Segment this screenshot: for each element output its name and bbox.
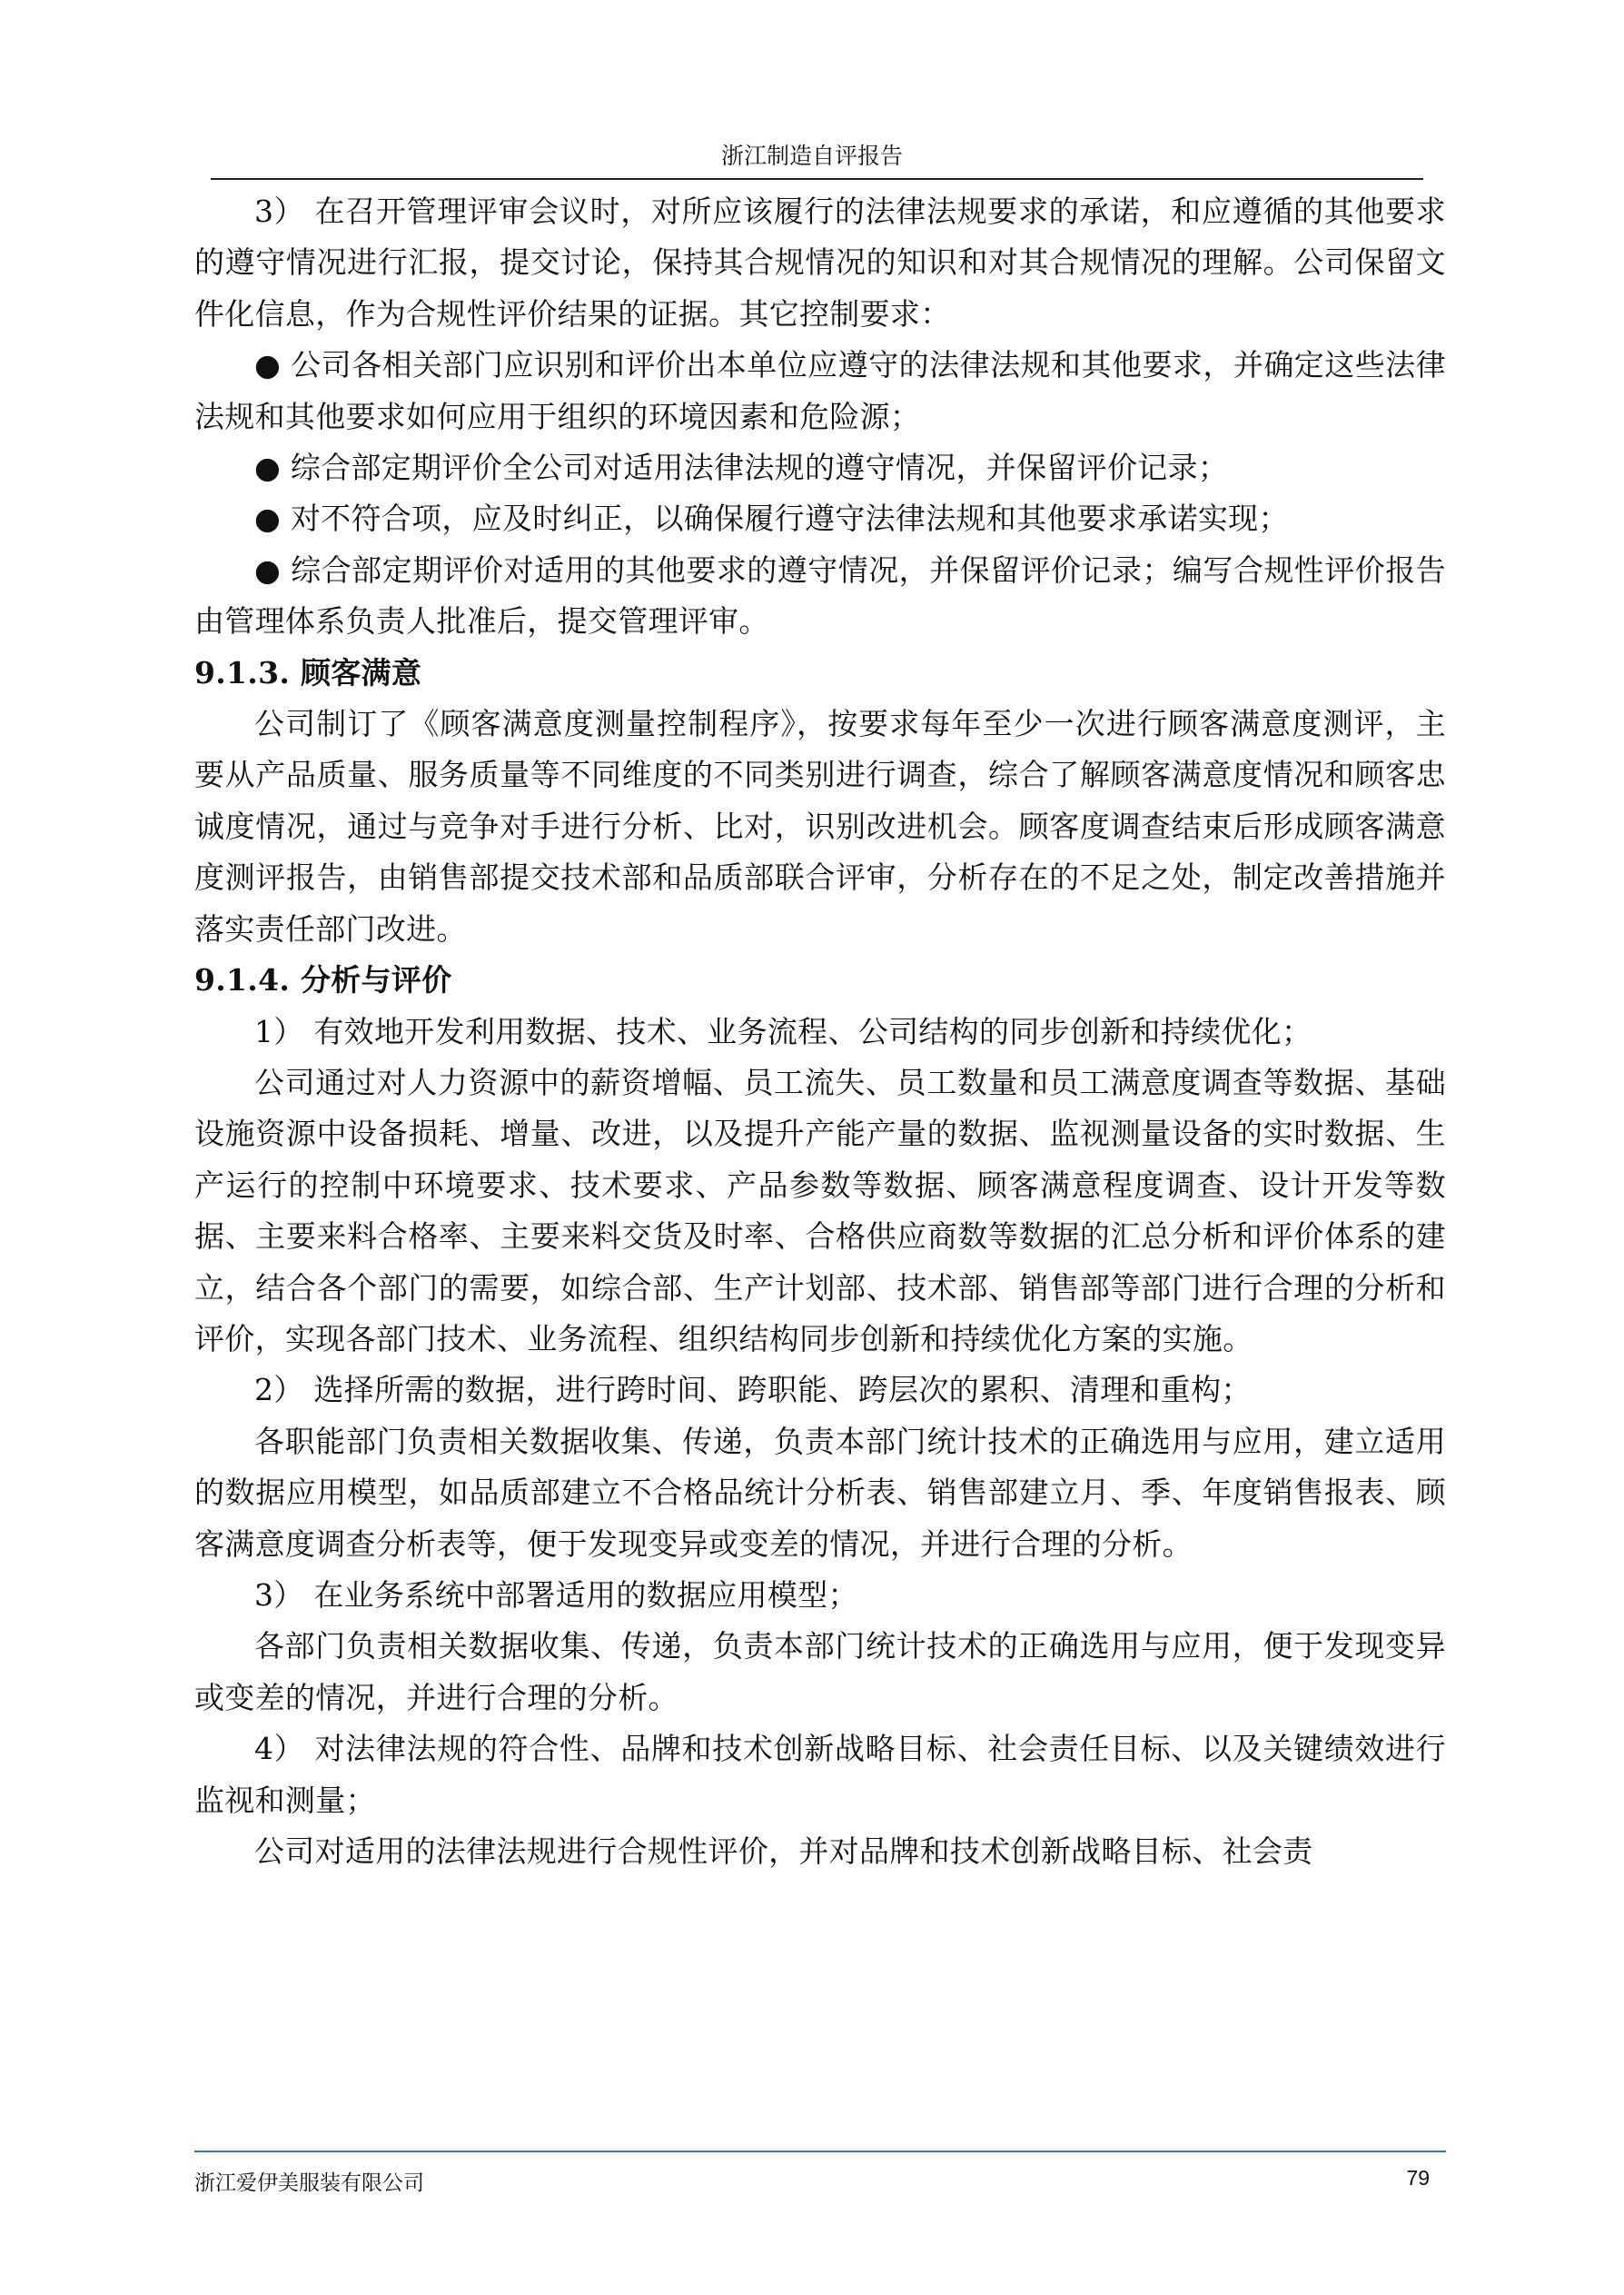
numbered-item: 3） 在业务系统中部署适用的数据应用模型；	[254, 1576, 858, 1613]
paragraph: 3） 在召开管理评审会议时，对所应该履行的法律法规要求的承诺，和应遵循的其他要求的遵守情况进行汇报，提交讨论，保持其合规情况的知识和对其合规情况的理解。公司保留文件化信息，作为合规性评价结果的证据。其它控制要求：	[194, 194, 1446, 332]
numbered-item: 1） 有效地开发利用数据、技术、业务流程、公司结构的同步创新和持续优化；	[254, 1013, 1312, 1049]
bullet-item: ● 公司各相关部门应识别和评价出本单位应遵守的法律法规和其他要求，并确定这些法律法规和其他要求如何应用于组织的环境因素和危险源；	[194, 347, 1446, 434]
bullet-item: ● 综合部定期评价对适用的其他要求的遵守情况，并保留评价记录；编写合规性评价报告由管理体系负责人批准后，提交管理评审。	[194, 551, 1446, 640]
header-divider	[211, 178, 1423, 180]
numbered-item: 4） 对法律法规的符合性、品牌和技术创新战略目标、社会责任目标、以及关键绩效进行监视和测量；	[194, 1731, 1446, 1818]
paragraph: 公司通过对人力资源中的薪资增幅、员工流失、员工数量和员工满意度调查等数据、基础设施资源中设备损耗、增量、改进，以及提升产能产量的数据、监视测量设备的实时数据、生产运行的控制中环境要求、技术要求、产品参数等数据、顾客满意程度调查、设计开发等数据、主要来料合格率、主要来料交货及时率、合格供应商数等数据的汇总分析和评价体系的建立，结合各个部门的需要，如综合部、生产计划部、技术部、销售部等部门进行合理的分析和评价，实现各部门技术、业务流程、组织结构同步创新和持续优化方案的实施。	[194, 1064, 1446, 1356]
footer-company-name: 浙江爱伊美服装有限公司	[194, 2171, 424, 2195]
paragraph: 公司制订了《顾客满意度测量控制程序》，按要求每年至少一次进行顾客满意度测评，主要从产品质量、服务质量等不同维度的不同类别进行调查，综合了解顾客满意度情况和顾客忠诚度情况，通过与竞争对手进行分析、比对，识别改进机会。顾客度调查结束后形成顾客满意度测评报告，由销售部提交技术部和品质部联合评审，分析存在的不足之处，制定改善措施并落实责任部门改进。	[194, 706, 1446, 947]
page-number: 79	[1406, 2166, 1430, 2190]
section-heading: 9.1.4. 分析与评价	[194, 962, 452, 998]
section-heading: 9.1.3. 顾客满意	[194, 654, 422, 690]
paragraph: 各部门负责相关数据收集、传递，负责本部门统计技术的正确选用与应用，便于发现变异或变差的情况，并进行合理的分析。	[194, 1628, 1446, 1715]
bullet-item: ● 对不符合项，应及时纠正，以确保履行遵守法律法规和其他要求承诺实现；	[254, 501, 1289, 537]
numbered-item: 2） 选择所需的数据，进行跨时间、跨职能、跨层次的累积、清理和重构；	[254, 1372, 1252, 1408]
document-body	[194, 186, 1446, 1877]
paragraph: 公司对适用的法律法规进行合规性评价，并对品牌和技术创新战略目标、社会责	[254, 1833, 1313, 1869]
paragraph: 各职能部门负责相关数据收集、传递，负责本部门统计技术的正确选用与应用，建立适用的数据应用模型，如品质部建立不合格品统计分析表、销售部建立月、季、年度销售报表、顾客满意度调查分析表等，便于发现变异或变差的情况，并进行合理的分析。	[194, 1423, 1446, 1562]
bullet-item: ● 综合部定期评价全公司对适用法律法规的遵守情况，并保留评价记录；	[254, 450, 1229, 486]
footer-divider	[194, 2151, 1446, 2152]
page-header-title: 浙江制造自评报告	[720, 143, 903, 169]
